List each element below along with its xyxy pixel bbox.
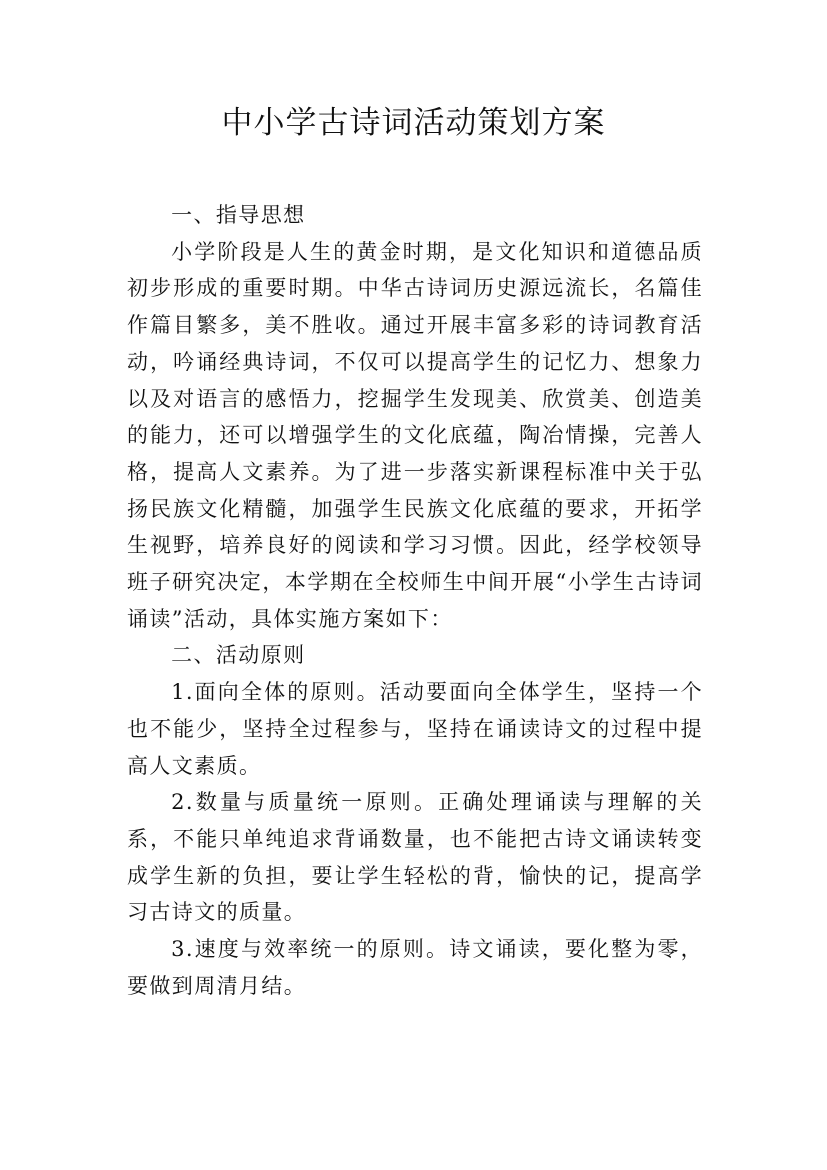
principle-paragraph-1: 1.面向全体的原则。活动要面向全体学生，坚持一个也不能少，坚持全过程参与，坚持在诵读诗文的过程中提高人文素质。 [127,680,703,778]
section-heading-guiding-ideology: 一、指导思想 [171,203,306,227]
paragraph-guiding-ideology: 小学阶段是人生的黄金时期，是文化知识和道德品质初步形成的重要时期。中华古诗词历史源远流长，名篇佳作篇目繁多，美不胜收。通过开展丰富多彩的诗词教育活动，吟诵经典诗词，不仅可以提高学生的记忆力、想象力以及对语言的感悟力，挖掘学生发现美、欣赏美、创造美的能力，还可以增强学生的文化底蕴，陶冶情操，完善人格，提高人文素养。为了进一步落实新课程标准中关于弘扬民族文化精髓，加强学生民族文化底蕴的要求，开拓学生视野，培养良好的阅读和学习习惯。因此，经学校领导班子研究决定，本学期在全校师生中间开展“小学生古诗词诵读”活动，具体实施方案如下： [127,239,703,631]
principle-paragraph-2: 2.数量与质量统一原则。正确处理诵读与理解的关系，不能只单纯追求背诵数量，也不能把古诗文诵读转变成学生新的负担，要让学生轻松的背，愉快的记，提高学习古诗文的质量。 [127,790,703,925]
section-heading-activity-principles: 二、活动原则 [171,643,306,668]
document-body [127,197,703,1004]
document-title: 中小学古诗词活动策划方案 [221,105,606,141]
principle-paragraph-3: 3.速度与效率统一的原则。诗文诵读，要化整为零，要做到周清月结。 [127,937,703,998]
